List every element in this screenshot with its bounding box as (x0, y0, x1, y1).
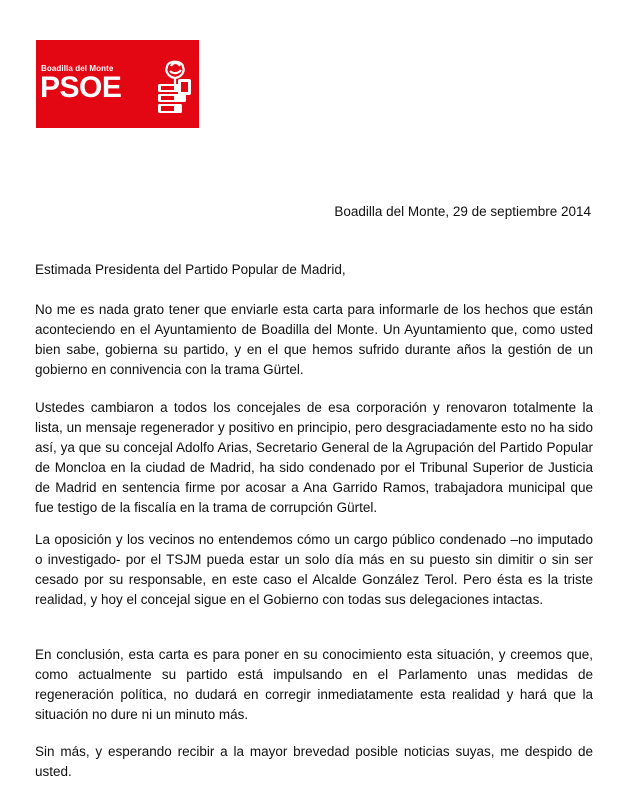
logo-brand-name: PSOE (40, 71, 122, 104)
letter-date: Boadilla del Monte, 29 de septiembre 2014 (334, 204, 591, 219)
letter-paragraph: En conclusión, esta carta es para poner en su conocimiento esta situación, y creemos que, como actualmente su partido está impulsando en el Parlamento unas medidas de regeneración política, no dudará en corregir inmediatamente esta realidad y hará que la situación no dure ni un minuto más. (35, 647, 593, 722)
letter-salutation: Estimada Presidenta del Partido Popular de Madrid, (35, 262, 346, 277)
letter-paragraph: La oposición y los vecinos no entendemos cómo un cargo público condenado –no imputado o investigado- por el TSJM pueda estar un solo día más en su puesto sin dimitir o sin ser cesado por su responsable, en este caso el Alcalde González Terol. Pero ésta es la triste realidad, y hoy el concejal sigue en el Gobierno con todas sus delegaciones intactas. (35, 532, 593, 607)
letter-paragraph: No me es nada grato tener que enviarle esta carta para informarle de los hechos que están aconteciendo en el Ayuntamiento de Boadilla del Monte. Un Ayuntamiento que, como usted bien sabe, gobierna su partido, y en el que hemos sufrido durante años la gestión de un gobierno en connivencia con la trama Gürtel. (35, 302, 593, 377)
logo-place-name: Boadilla del Monte (41, 64, 114, 73)
fist-rose-icon (156, 57, 194, 117)
letter-paragraph: Sin más, y esperando recibir a la mayor brevedad posible noticias suyas, me despido de usted. (35, 744, 593, 779)
letter-paragraph: Ustedes cambiaron a todos los concejales de esa corporación y renovaron totalmente la lista, un mensaje regenerador y positivo en principio, pero desgraciadamente esto no ha sido así, ya que su concejal Adolfo Arias, Secretario General de la Agrupación del Partido Popular de Moncloa en la ciudad de Madrid, ha sido condenado por el Tribunal Superior de Justicia de Madrid en sentencia firme por acosar a Ana Garrido Ramos, trabajadora municipal que fue testigo de la fiscalía en la trama de corrupción Gürtel. (35, 400, 593, 515)
psoe-logo (36, 40, 199, 128)
